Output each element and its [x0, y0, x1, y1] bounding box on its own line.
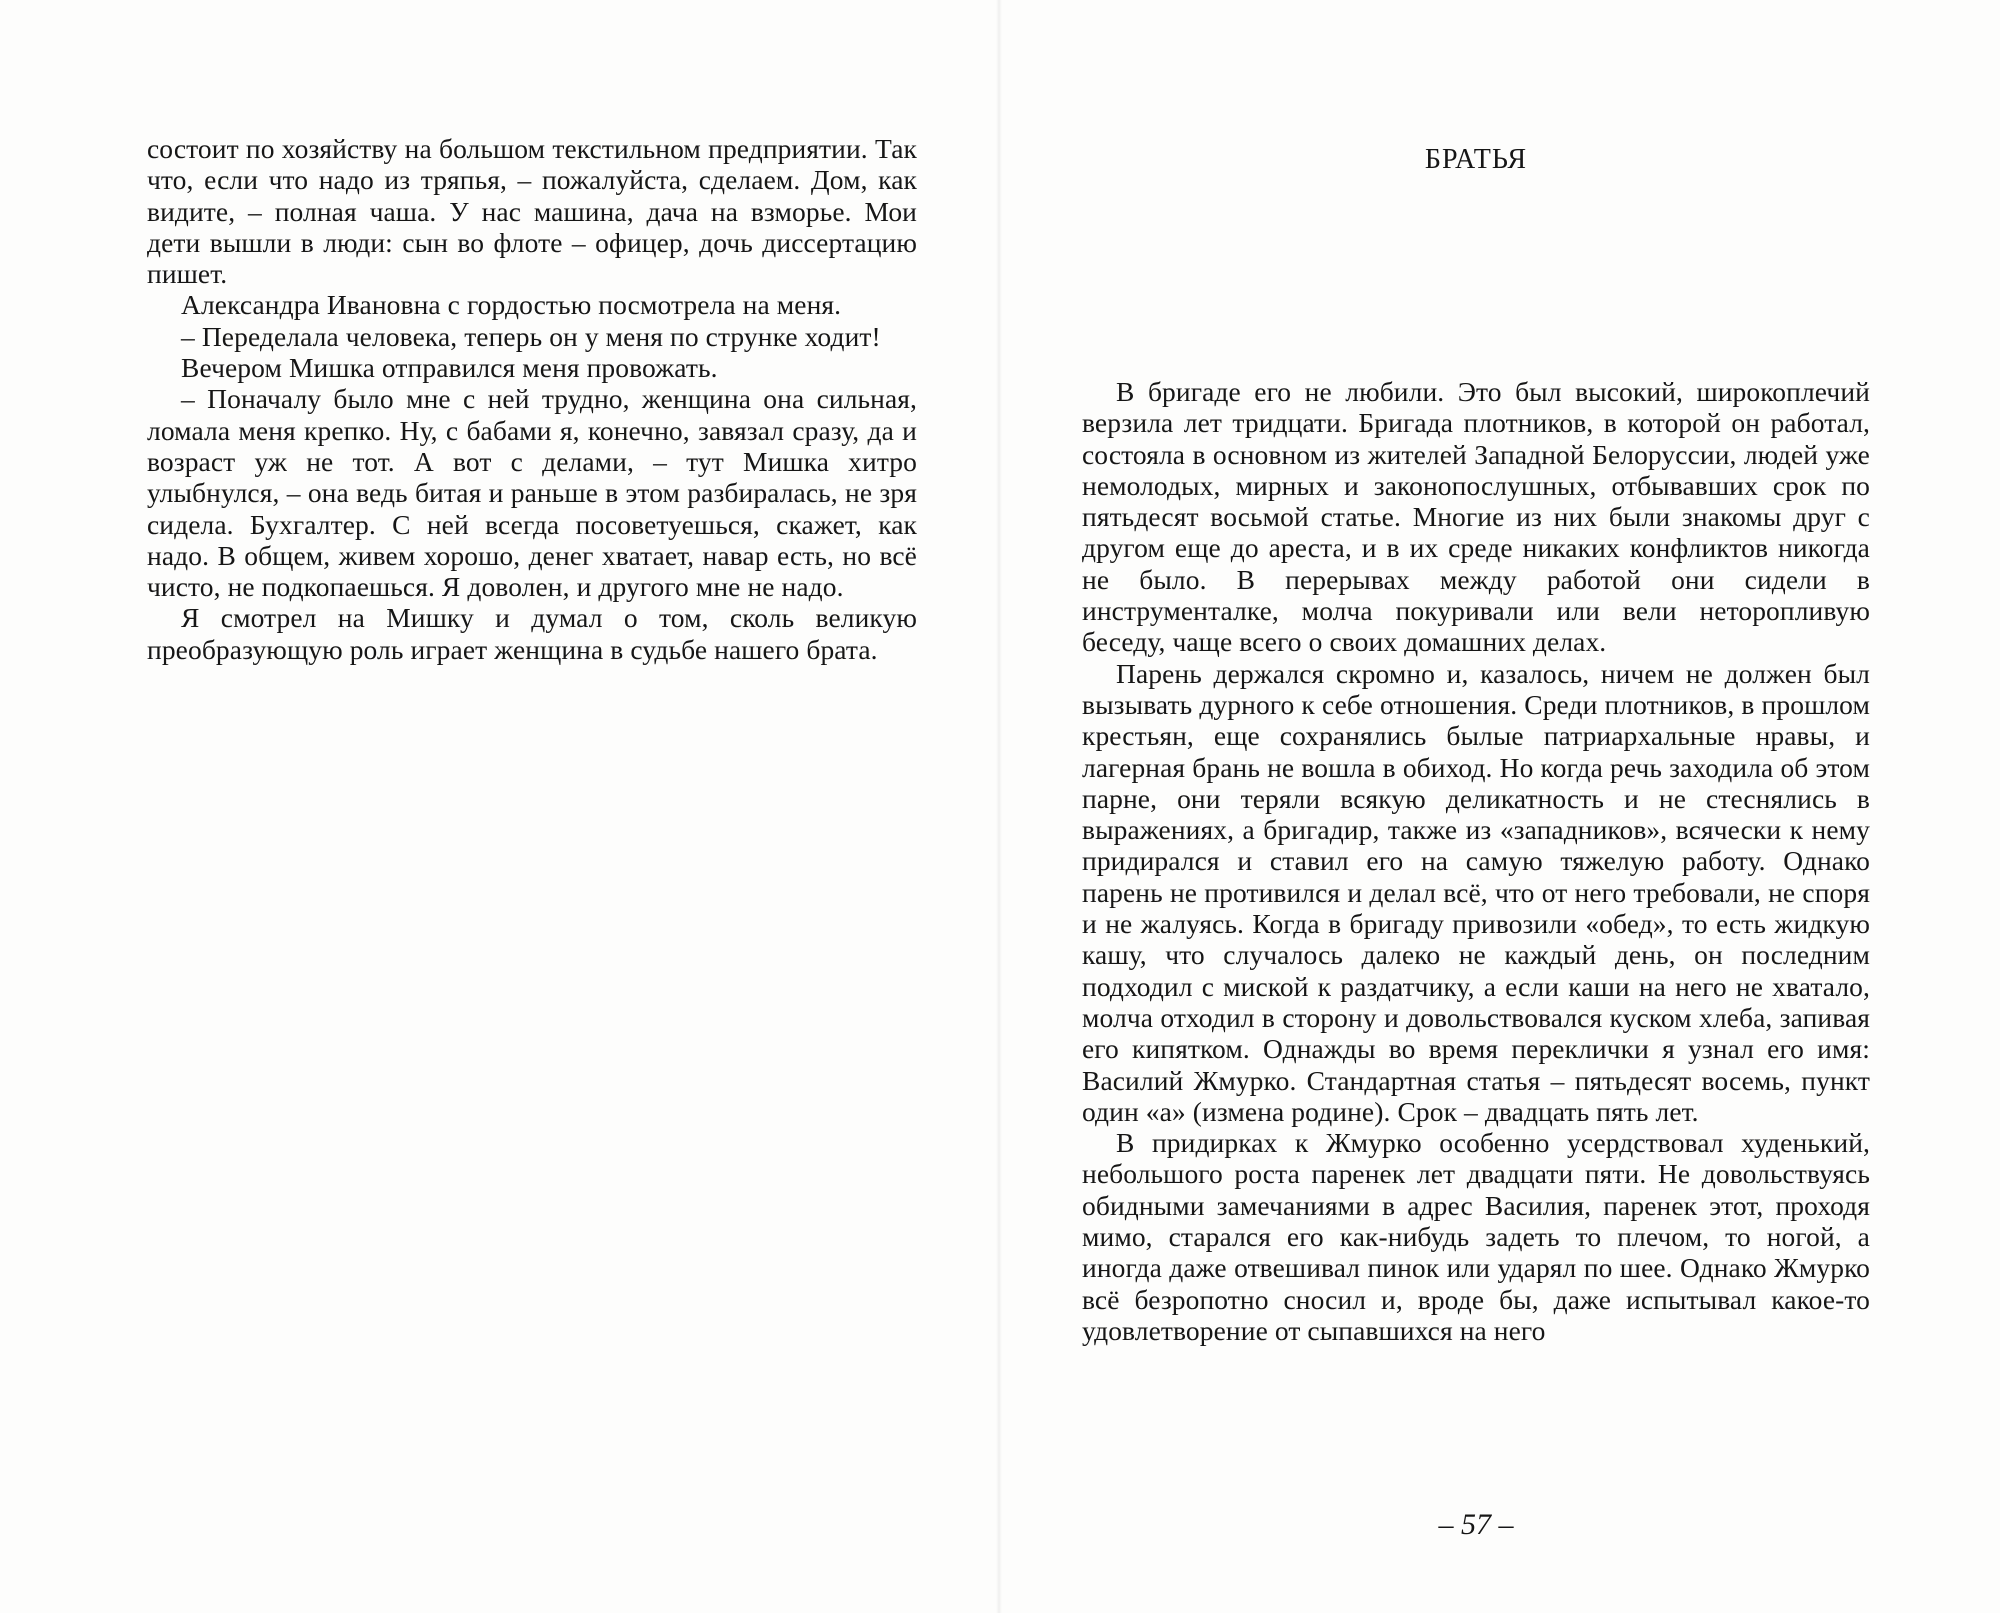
right-paragraph: В бригаде его не любили. Это был высокий, широкоплечий верзила лет тридцати. Бригада плотников, в которой он работал, состояла в основном из жителей Западной Белоруссии, людей уже немолодых, мирных и законопослушных, отбывавших срок по пятьдесят восьмой статье. Многие из них были знакомы друг с другом еще до ареста, и в их среде никаких конфликтов никогда не было. В перерывах между работой они сидели в инструменталке, молча покуривали или вели неторопливую беседу, чаще всего о своих домашних делах. [1082, 376, 1870, 658]
right-paragraph: В придирках к Жмурко особенно усердствовал худенький, небольшого роста паренек лет двадцати пяти. Не довольствуясь обидными замечаниями в адрес Василия, паренек этот, проходя мимо, старался его как-нибудь задеть то плечом, то ногой, а иногда даже отвешивал пинок или ударял по шее. Однако Жмурко всё безропотно сносил и, вроде бы, даже испытывал какое-то удовлетворение от сыпавшихся на него [1082, 1127, 1870, 1346]
right-page [1082, 133, 1870, 1346]
left-paragraph: Я смотрел на Мишку и думал о том, сколь великую преобразующую роль играет женщина в судьбе нашего брата. [147, 602, 917, 665]
left-paragraph: состоит по хозяйству на большом текстильном предприятии. Так что, если что надо из тряпья, – пожалуйста, сделаем. Дом, как видите, – полная чаша. У нас машина, дача на взморье. Мои дети вышли в люди: сын во флоте – офицер, дочь диссертацию пишет. [147, 133, 917, 290]
chapter-title: БРАТЬЯ [1424, 144, 1528, 175]
left-paragraph: – Поначалу было мне с ней трудно, женщина она сильная, ломала меня крепко. Ну, с бабами я, конечно, завязал сразу, да и возраст уж не тот. А вот с делами, – тут Мишка хитро улыбнулся, – она ведь битая и раньше в этом разбиралась, не зря сидела. Бухгалтер. С ней всегда посоветуешься, скажет, как надо. В общем, живем хорошо, денег хватает, навар есть, но всё чисто, не подкопаешься. Я доволен, и другого мне не надо. [147, 383, 917, 603]
book-gutter [996, 0, 1002, 1613]
page-number: – 57 – [1438, 1508, 1514, 1541]
left-paragraph: – Переделала человека, теперь он у меня по струнке ходит! [181, 320, 881, 352]
title-spacer [1082, 179, 1870, 376]
left-page [147, 133, 917, 665]
right-paragraph: Парень держался скромно и, казалось, ничем не должен был вызывать дурного к себе отношения. Среди плотников, в прошлом крестьян, еще сохранялись былые патриархальные нравы, и лагерная брань не вошла в обиход. Но когда речь заходила об этом парне, они теряли всякую деликатность и не стеснялись в выражениях, а бригадир, также из «западников», всячески к нему придирался и ставил его на самую тяжелую работу. Однако парень не противился и делал всё, что от него требовали, не споря и не жалуясь. Когда в бригаду привозили «обед», то есть жидкую кашу, что случалось далеко не каждый день, он последним подходил с миской к раздатчику, а если каши на него не хватало, молча отходил в сторону и довольствовался куском хлеба, запивая его кипятком. Однажды во время переклички я узнал его имя: Василий Жмурко. Стандартная статья – пятьдесят восемь, пункт один «а» (измена родине). Срок – двадцать пять лет. [1082, 657, 1870, 1127]
left-paragraph: Александра Ивановна с гордостью посмотрела на меня. [181, 289, 842, 321]
left-paragraph: Вечером Мишка отправился меня провожать. [181, 352, 718, 384]
